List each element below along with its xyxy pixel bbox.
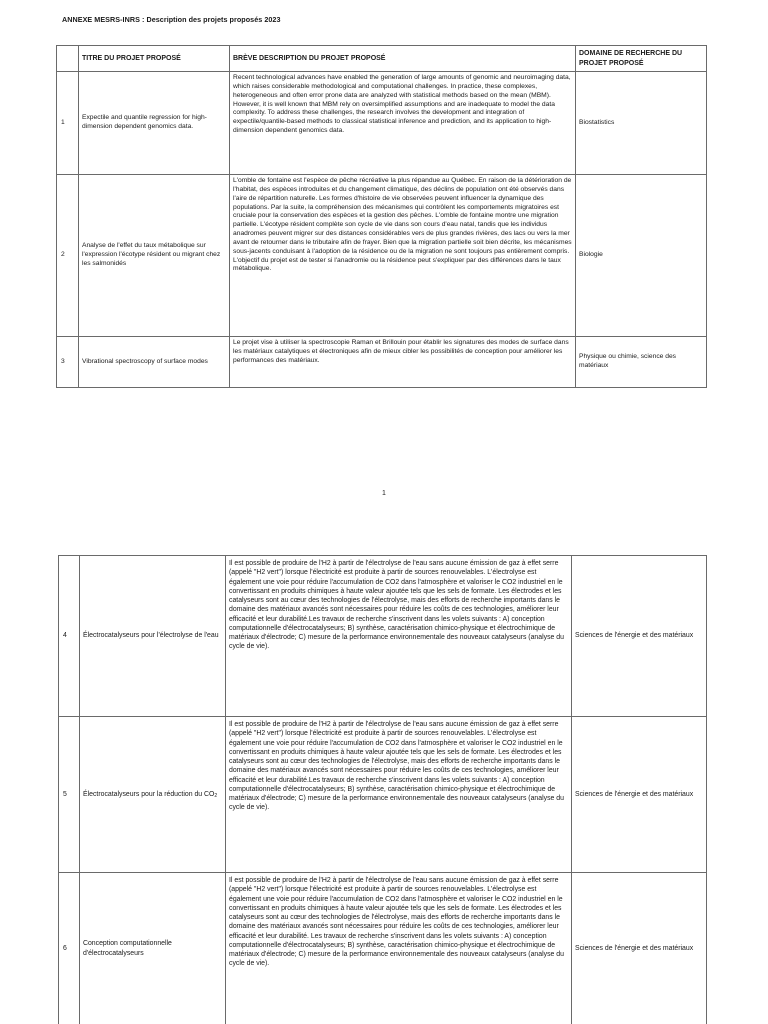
header-number-cell	[57, 46, 79, 72]
project-title: Vibrational spectroscopy of surface modes	[79, 337, 230, 388]
project-description: Il est possible de produire de l'H2 à partir de l'électrolyse de l'eau sans aucune émission de gaz à effet serre (appelé "H2 vert") lorsque l'électricité est produite à partir de sources renouvelables. L'électrolyse est également une voie pour réduire l'accumulation de CO2 dans l'atmosphère et valoriser le CO2 industriel en le convertissant en produits chimiques à haute valeur ajoutée tels que les sels de formate. Les électrodes et les catalyseurs sont au cœur des technologies de l'électrolyse, mais des efforts de recherche importants dans le domaine des matériaux avancés sont nécessaires pour réduire les coûts de ces technologies, améliorer leur efficacité et leur durabilité.Les travaux de recherche s'inscrivent dans les volets suivants : A) conception computationnelle d'électrocatalyseurs; B) synthèse, caractérisation chimico-physique et électrochimique de matériaux d'électrode; C) mesure de la performance environnementale des nouveaux catalyseurs (analyse du cycle de vie).	[226, 556, 572, 717]
project-description: Il est possible de produire de l'H2 à partir de l'électrolyse de l'eau sans aucune émission de gaz à effet serre (appelé "H2 vert") lorsque l'électricité est produite à partir de sources renouvelables. L'électrolyse est également une voie pour réduire l'accumulation de CO2 dans l'atmosphère et valoriser le CO2 industriel en le convertissant en produits chimiques à haute valeur ajoutée tels que les sels de formate. Les électrodes et les catalyseurs sont au cœur des technologies de l'électrolyse, mais des efforts de recherche importants dans le domaine des matériaux avancés sont nécessaires pour réduire les coûts de ces technologies, améliorer leur efficacité et leur durabilité.Les travaux de recherche s'inscrivent dans les volets suivants : A) conception computationnelle d'électrocatalyseurs; B) synthèse, caractérisation chimico-physique et électrochimique de matériaux d'électrode; C) mesure de la performance environnementale des nouveaux catalyseurs (analyse du cycle de vie).	[226, 717, 572, 873]
page-number: 1	[382, 490, 386, 497]
table-row	[59, 873, 707, 1024]
project-domain: Sciences de l'énergie et des matériaux	[572, 556, 707, 717]
table-row	[59, 717, 707, 873]
project-title	[80, 717, 226, 873]
table-row	[59, 556, 707, 717]
project-description: L'omble de fontaine est l'espèce de pêche récréative la plus répandue au Québec. En raison de la détérioration de l'habitat, des espèces introduites et du changement climatique, des déclins de population ont été observés dans l'aire de répartition naturelle. Les formes d'histoire de vie observées peuvent influencer la dynamique des populations. Par la suite, la compréhension des mécanismes qui contrôlent les comportements migratoires est cruciale pour la conservation des espèces et la gestion des pêches. L'omble de fontaine montre une migration partielle. L'écotype résident complète son cycle de vie dans son cours d'eau natal, tandis que les individus anadromes peuvent migrer sur des distances considérables vers de plus grandes rivières, des lacs ou vers la mer avant de retourner dans le tributaire afin de frayer. Bien que la migration partielle soit bien décrite, les mécanismes sous-jacents conduisant à l'adoption de la résidence ou de la migration ne sont toujours pas entièrement compris. L'objectif du projet est de tester si l'anadromie ou la résidence peut s'expliquer par des différences dans le taux métabolique.	[230, 175, 576, 337]
project-description: Le projet vise à utiliser la spectroscopie Raman et Brillouin pour établir les signatures des modes de surface dans les matériaux catalytiques et électroniques afin de mieux cibler les possibilités de conception pour améliorer les performances des matériaux.	[230, 337, 576, 388]
project-domain: Sciences de l'énergie et des matériaux	[572, 873, 707, 1024]
project-domain: Biologie	[576, 175, 707, 337]
project-title: Électrocatalyseurs pour l'électrolyse de l'eau	[80, 556, 226, 717]
projects-table-page-1	[56, 45, 707, 388]
project-number: 1	[57, 72, 79, 175]
project-description: Recent technological advances have enabled the generation of large amounts of genomic and neuroimaging data, which raises considerable methodological and computational challenges. In practice, these complexes, heterogeneous and often error prone data are analyzed with statistical methods based on the mean (MBM). However, it is well known that MBM rely on oversimplified assumptions and are inadequate to model the data complexity. To address these challenges, the research involves the development and integration of expectile/quantile-based methods to classical statistical inference and prediction, and its application to high-dimension dependent genomics data.	[230, 72, 576, 175]
project-domain: Biostatistics	[576, 72, 707, 175]
page-title: ANNEXE MESRS-INRS : Description des projets proposés 2023	[62, 15, 281, 24]
project-number: 6	[59, 873, 80, 1024]
project-number: 4	[59, 556, 80, 717]
project-title-text: Électrocatalyseurs pour la réduction du CO	[83, 790, 215, 798]
project-number: 3	[57, 337, 79, 388]
project-number: 2	[57, 175, 79, 337]
project-domain: Sciences de l'énergie et des matériaux	[572, 717, 707, 873]
project-description: Il est possible de produire de l'H2 à partir de l'électrolyse de l'eau sans aucune émission de gaz à effet serre (appelé "H2 vert") lorsque l'électricité est produite à partir de sources renouvelables. L'électrolyse est également une voie pour réduire l'accumulation de CO2 dans l'atmosphère et valoriser le CO2 industriel en le convertissant en produits chimiques à haute valeur ajoutée tels que les sels de formate. Les électrodes et les catalyseurs sont au cœur des technologies de l'électrolyse, mais des efforts de recherche importants dans le domaine des matériaux avancés sont nécessaires pour réduire les coûts de ces technologies, améliorer leur efficacité et leur durabilité. Les travaux de recherche s'inscrivent dans les volets suivants : A) conception computationnelle d'électrocatalyseurs; B) synthèse, caractérisation chimico-physique et électrochimique de matériaux d'électrode; C) mesure de la performance environnementale des nouveaux catalyseurs (analyse du cycle de vie).	[226, 873, 572, 1024]
table-header-row	[57, 46, 707, 72]
projects-table-page-2	[58, 555, 707, 1024]
header-description-cell: BRÈVE DESCRIPTION DU PROJET PROPOSÉ	[230, 46, 576, 72]
table-row	[57, 72, 707, 175]
project-title: Conception computationnelle d'électrocatalyseurs	[80, 873, 226, 1024]
table-row	[57, 337, 707, 388]
header-domain-cell: DOMAINE DE RECHERCHE DU PROJET PROPOSÉ	[576, 46, 707, 72]
subscript-2: 2	[214, 792, 218, 799]
table-row	[57, 175, 707, 337]
project-title: Expectile and quantile regression for high-dimension dependent genomics data.	[79, 72, 230, 175]
project-number: 5	[59, 717, 80, 873]
project-domain: Physique ou chimie, science des matériaux	[576, 337, 707, 388]
header-title-cell: TITRE DU PROJET PROPOSÉ	[79, 46, 230, 72]
project-title: Analyse de l'effet du taux métabolique sur l'expression l'écotype résident ou migrant chez les salmonidés	[79, 175, 230, 337]
